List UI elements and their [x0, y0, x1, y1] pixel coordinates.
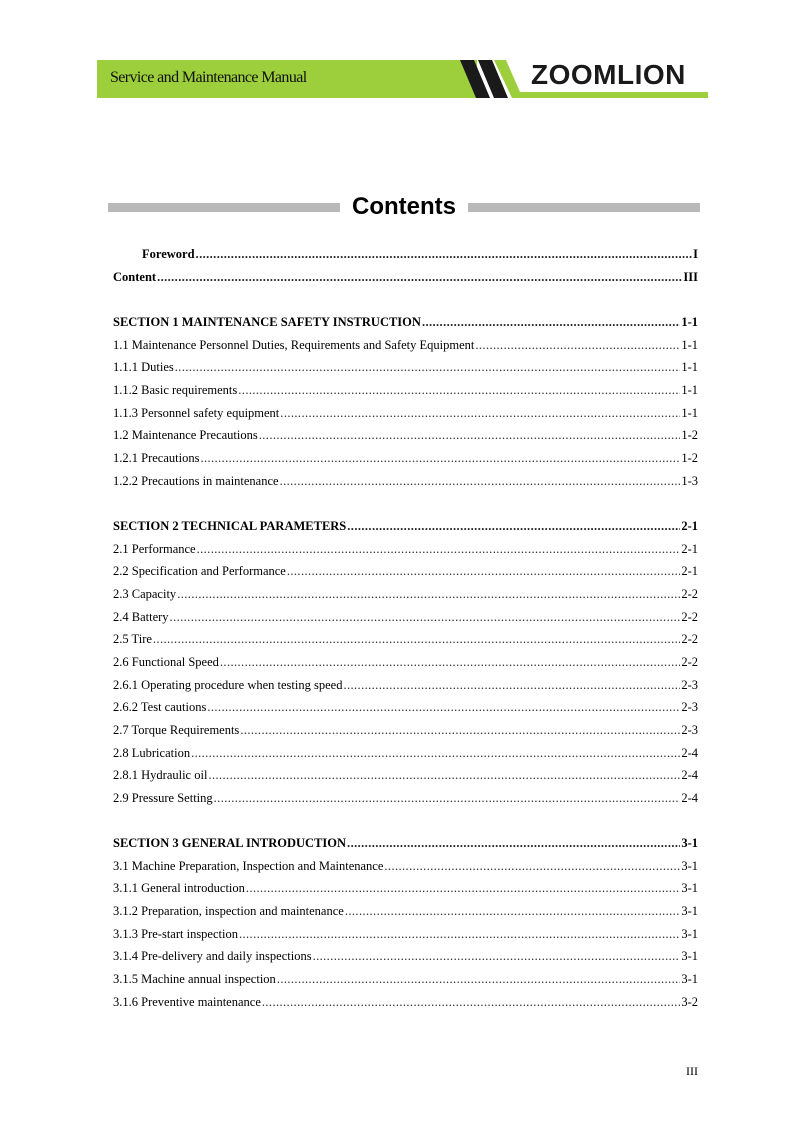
toc-entry-page: 3-1	[681, 949, 698, 963]
toc-entry-title: 2.7 Torque Requirements	[113, 723, 240, 737]
toc-entry-page: 2-4	[681, 746, 698, 760]
toc-entry-page: 2-2	[681, 632, 698, 646]
dot-leader	[384, 857, 680, 875]
toc-entry[interactable]	[113, 970, 698, 988]
dot-leader	[175, 358, 681, 376]
toc-entry-title: Content	[113, 270, 157, 284]
toc-entry-page: 1-1	[681, 406, 698, 420]
toc-entry-title: 2.4 Battery	[113, 610, 169, 624]
dot-leader	[177, 585, 680, 603]
page-header	[0, 0, 793, 110]
toc-entry-title: 2.6 Functional Speed	[113, 655, 219, 669]
dot-leader	[343, 676, 680, 694]
toc-entry-page: III	[683, 270, 698, 284]
toc-entry-title: Foreword	[142, 247, 195, 261]
toc-entry-page: 1-1	[681, 315, 698, 329]
toc-entry-title: 3.1.5 Machine annual inspection	[113, 972, 276, 986]
toc-entry-page: 2-2	[681, 587, 698, 601]
toc-entry-page: 3-1	[681, 927, 698, 941]
dot-leader	[214, 789, 681, 807]
toc-entry-page: 2-3	[681, 723, 698, 737]
toc-entry-page: 3-1	[681, 972, 698, 986]
toc-entry-title: 1.1 Maintenance Personnel Duties, Requirements and Safety Equipment	[113, 338, 475, 352]
dot-leader	[475, 336, 680, 354]
dot-leader	[196, 245, 693, 263]
dot-leader	[287, 562, 680, 580]
toc-entry-title: 3.1 Machine Preparation, Inspection and Maintenance	[113, 859, 384, 873]
dot-leader	[347, 517, 680, 535]
toc-entry-page: 2-1	[681, 542, 698, 556]
toc-entry-title: 2.8.1 Hydraulic oil	[113, 768, 208, 782]
toc-entry[interactable]	[113, 879, 698, 897]
toc-entry-title: 3.1.6 Preventive maintenance	[113, 995, 261, 1009]
heading-rule-right	[468, 203, 700, 212]
toc-entry[interactable]	[113, 947, 698, 965]
toc-entry-title: 1.1.2 Basic requirements	[113, 383, 238, 397]
toc-entry-page: 3-1	[681, 881, 698, 895]
toc-entry-page: 2-1	[681, 564, 698, 578]
toc-entry[interactable]	[113, 925, 698, 943]
toc-entry-page: 1-3	[681, 474, 698, 488]
toc-entry-page: 2-4	[681, 791, 698, 805]
heading-rule-left	[108, 203, 340, 212]
toc-entry-page: 2-3	[681, 678, 698, 692]
toc-entry[interactable]	[113, 676, 698, 694]
toc-entry[interactable]	[113, 540, 698, 558]
dot-leader	[238, 381, 680, 399]
toc-entry-page: 1-1	[681, 338, 698, 352]
toc-entry[interactable]	[113, 630, 698, 648]
toc-entry-section-2[interactable]	[113, 517, 698, 535]
toc-entry-page: 3-1	[681, 859, 698, 873]
toc-entry-content[interactable]	[113, 268, 698, 286]
toc-entry-page: 2-2	[681, 655, 698, 669]
toc-entry-page: 2-1	[681, 519, 698, 533]
dot-leader	[262, 993, 680, 1011]
dot-leader	[153, 630, 680, 648]
dot-leader	[246, 879, 680, 897]
toc-entry-page: 1-1	[681, 383, 698, 397]
dot-leader	[157, 268, 682, 286]
toc-entry[interactable]	[113, 721, 698, 739]
dot-leader	[347, 834, 680, 852]
toc-entry-title: 1.1.1 Duties	[113, 360, 174, 374]
toc-entry-page: 2-3	[681, 700, 698, 714]
toc-entry[interactable]	[113, 426, 698, 444]
toc-entry[interactable]	[113, 472, 698, 490]
dot-leader	[208, 766, 680, 784]
toc-entry-title: 1.2 Maintenance Precautions	[113, 428, 258, 442]
contents-title: Contents	[352, 193, 456, 220]
toc-entry[interactable]	[113, 653, 698, 671]
toc-entry-foreword[interactable]	[113, 245, 698, 263]
toc-entry-title: 2.6.1 Operating procedure when testing speed	[113, 678, 343, 692]
toc-entry-page: 1-2	[681, 428, 698, 442]
page-number: III	[686, 1064, 698, 1078]
toc-entry[interactable]	[113, 381, 698, 399]
toc-entry-title: 3.1.3 Pre-start inspection	[113, 927, 238, 941]
toc-entry[interactable]	[113, 585, 698, 603]
dot-leader	[277, 970, 681, 988]
toc-entry-page: 2-2	[681, 610, 698, 624]
contents-heading	[108, 192, 700, 222]
toc-entry-title: SECTION 1 MAINTENANCE SAFETY INSTRUCTION	[113, 315, 421, 329]
dot-leader	[345, 902, 680, 920]
toc-entry[interactable]	[113, 698, 698, 716]
toc-entry-page: I	[693, 247, 698, 261]
toc-entry-page: 3-2	[681, 995, 698, 1009]
dot-leader	[220, 653, 680, 671]
zoomlion-logo: ZOOMLION	[531, 59, 686, 90]
toc-entry[interactable]	[113, 993, 698, 1011]
toc-entry-title: 1.1.3 Personnel safety equipment	[113, 406, 280, 420]
toc-entry-title: 1.2.1 Precautions	[113, 451, 200, 465]
toc-entry[interactable]	[113, 358, 698, 376]
toc-entry-page: 3-1	[681, 904, 698, 918]
toc-entry-title: 2.1 Performance	[113, 542, 196, 556]
dot-leader	[207, 698, 680, 716]
dot-leader	[200, 449, 680, 467]
toc-entry-title: 3.1.4 Pre-delivery and daily inspections	[113, 949, 312, 963]
toc-entry[interactable]	[113, 562, 698, 580]
toc-entry-page: 1-1	[681, 360, 698, 374]
toc-entry-section-3[interactable]	[113, 834, 698, 852]
toc-entry-title: 3.1.2 Preparation, inspection and maintenance	[113, 904, 344, 918]
dot-leader	[422, 313, 680, 331]
dot-leader	[240, 721, 680, 739]
dot-leader	[280, 472, 681, 490]
toc-entry-title: SECTION 2 TECHNICAL PARAMETERS	[113, 519, 347, 533]
toc-entry-title: SECTION 3 GENERAL INTRODUCTION	[113, 836, 347, 850]
toc-entry[interactable]	[113, 336, 698, 354]
dot-leader	[313, 947, 681, 965]
toc-entry-title: 2.2 Specification and Performance	[113, 564, 286, 578]
toc-entry[interactable]	[113, 449, 698, 467]
dot-leader	[259, 426, 681, 444]
manual-title: Service and Maintenance Manual	[110, 69, 307, 86]
dot-leader	[197, 540, 681, 558]
toc-entry[interactable]	[113, 857, 698, 875]
toc-entry-page: 1-2	[681, 451, 698, 465]
toc-entry-page: 3-1	[681, 836, 698, 850]
toc-entry[interactable]	[113, 404, 698, 422]
dot-leader	[280, 404, 680, 422]
toc-entry-title: 2.9 Pressure Setting	[113, 791, 213, 805]
toc-entry-title: 1.2.2 Precautions in maintenance	[113, 474, 279, 488]
toc-entry-title: 2.8 Lubrication	[113, 746, 191, 760]
toc-entry[interactable]	[113, 902, 698, 920]
toc-entry[interactable]	[113, 608, 698, 626]
toc-entry-title: 3.1.1 General introduction	[113, 881, 245, 895]
dot-leader	[191, 744, 680, 762]
toc-entry[interactable]	[113, 766, 698, 784]
toc-entry-page: 2-4	[681, 768, 698, 782]
toc-entry-section-1[interactable]	[113, 313, 698, 331]
toc-entry-title: 2.3 Capacity	[113, 587, 177, 601]
toc-entry-title: 2.5 Tire	[113, 632, 152, 646]
dot-leader	[239, 925, 680, 943]
dot-leader	[170, 608, 681, 626]
toc-entry-title: 2.6.2 Test cautions	[113, 700, 207, 714]
toc-entry[interactable]	[113, 789, 698, 807]
toc-entry[interactable]	[113, 744, 698, 762]
